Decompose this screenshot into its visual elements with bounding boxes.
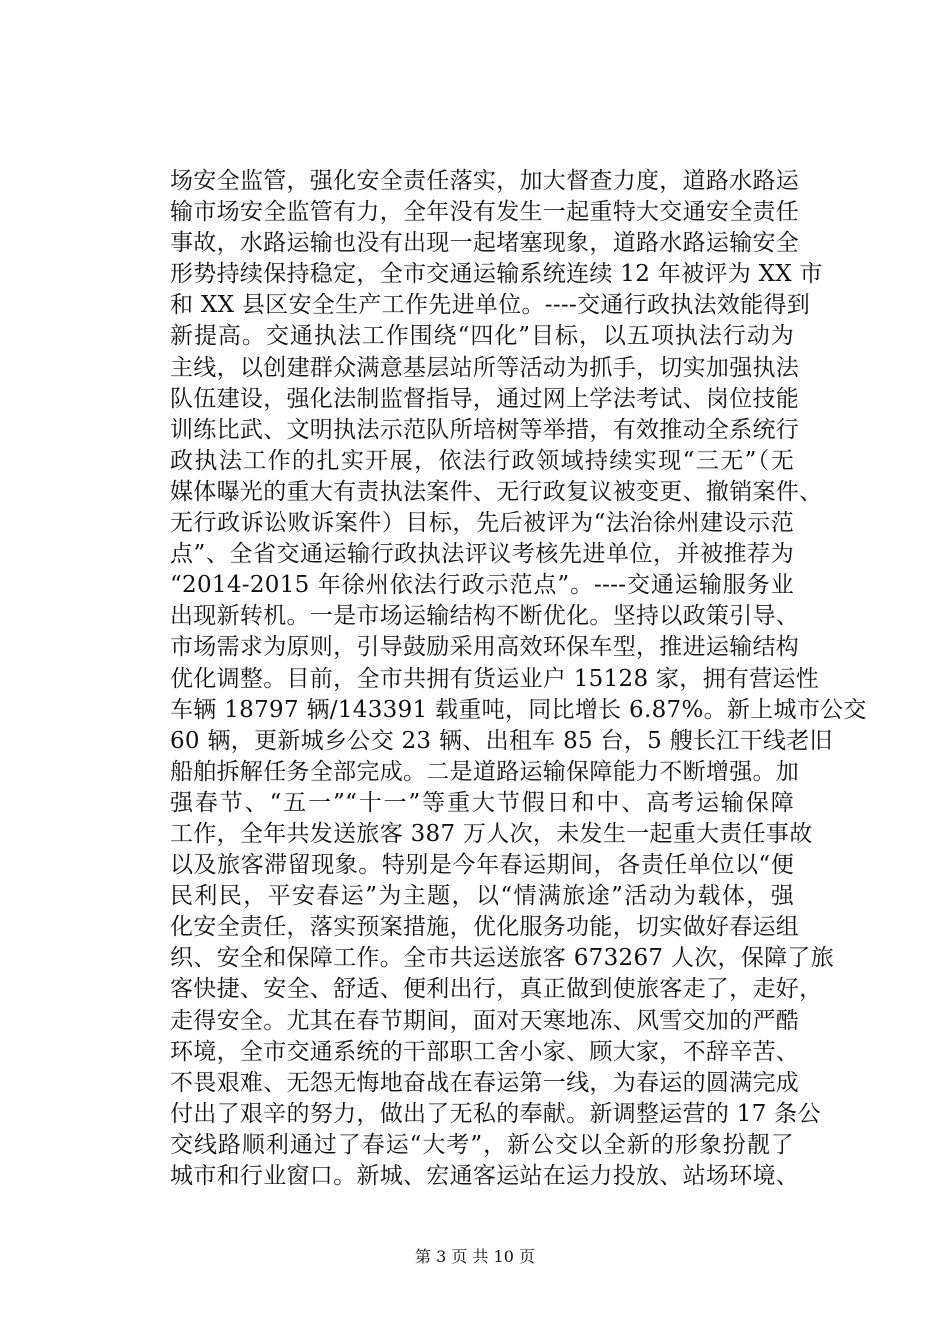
text-line: 交线路顺利通过了春运“大考”，新公交以全新的形象扮靓了 <box>170 1131 794 1158</box>
text-line: 化安全责任，落实预案措施，优化服务功能，切实做好春运组 <box>170 914 800 941</box>
text-line: 点”、全省交通运输行政执法评议考核先进单位，并被推荐为 <box>170 541 794 568</box>
text-line: 不畏艰难、无怨无悔地奋战在春运第一线，为春运的圆满完成 <box>170 1069 800 1096</box>
text-line: 客快捷、安全、舒适、便利出行，真正做到使旅客走了，走好， <box>170 976 823 1003</box>
body-paragraph <box>170 166 867 1192</box>
text-line: 媒体曝光的重大有责执法案件、无行政复议被变更、撤销案件、 <box>170 478 823 505</box>
text-line: 训练比武、文明执法示范队所培树等举措，有效推动全系统行 <box>170 416 800 443</box>
text-line: 市场需求为原则，引导鼓励采用高效环保车型，推进运输结构 <box>170 634 800 661</box>
text-line: 织、安全和保障工作。全市共运送旅客 673267 人次，保障了旅 <box>170 945 835 972</box>
text-line: 付出了艰辛的努力，做出了无私的奉献。新调整运营的 17 条公 <box>170 1100 821 1127</box>
text-line: 优化调整。目前，全市共拥有货运业户 15128 家，拥有营运性 <box>170 665 820 692</box>
text-line: 无行政诉讼败诉案件）目标，先后被评为“法治徐州建设示范 <box>170 510 794 537</box>
text-line: 队伍建设，强化法制监督指导，通过网上学法考试、岗位技能 <box>170 385 800 412</box>
text-line: 和 XX 县区安全生产工作先进单位。----交通行政执法效能得到 <box>170 292 811 319</box>
text-line: 强春节、“五一”“十一”等重大节假日和中、高考运输保障 <box>170 789 794 816</box>
text-line: 民利民，平安春运”为主题，以“情满旅途”活动为载体，强 <box>170 883 794 910</box>
text-line: 新提高。交通执法工作围绕“四化”目标，以五项执法行动为 <box>170 323 794 350</box>
text-line: 车辆 18797 辆/143391 载重吨，同比增长 6.87%。新上城市公交 <box>170 696 867 723</box>
text-line: 走得安全。尤其在春节期间，面对天寒地冻、风雪交加的严酷 <box>170 1007 800 1034</box>
text-line: 政执法工作的扎实开展，依法行政领域持续实现“三无”（无 <box>170 447 794 474</box>
text-line: 环境，全市交通系统的干部职工舍小家、顾大家，不辞辛苦、 <box>170 1038 800 1065</box>
page-number-footer: 第 3 页 共 10 页 <box>415 1247 535 1266</box>
text-line: 出现新转机。一是市场运输结构不断优化。坚持以政策引导、 <box>170 603 800 630</box>
text-line: 形势持续保持稳定，全市交通运输系统连续 12 年被评为 XX 市 <box>170 261 823 288</box>
text-line: 主线，以创建群众满意基层站所等活动为抓手，切实加强执法 <box>170 354 800 381</box>
text-line: 以及旅客滞留现象。特别是今年春运期间，各责任单位以“便 <box>170 852 794 879</box>
text-line: “2014-2015 年徐州依法行政示范点”。----交通运输服务业 <box>170 572 794 599</box>
text-line: 场安全监管，强化安全责任落实，加大督查力度，道路水路运 <box>170 168 800 194</box>
text-line: 60 辆，更新城乡公交 23 辆、出租车 85 台，5 艘长江干线老旧 <box>170 727 833 754</box>
text-line: 工作，全年共发送旅客 387 万人次，未发生一起重大责任事故 <box>170 820 813 847</box>
text-line: 输市场安全监管有力，全年没有发生一起重特大交通安全责任 <box>170 199 800 226</box>
text-line: 城市和行业窗口。新城、宏通客运站在运力投放、站场环境、 <box>170 1163 800 1189</box>
text-line: 船舶拆解任务全部完成。二是道路运输保障能力不断增强。加 <box>170 758 800 785</box>
text-line: 事故，水路运输也没有出现一起堵塞现象，道路水路运输安全 <box>170 230 800 257</box>
